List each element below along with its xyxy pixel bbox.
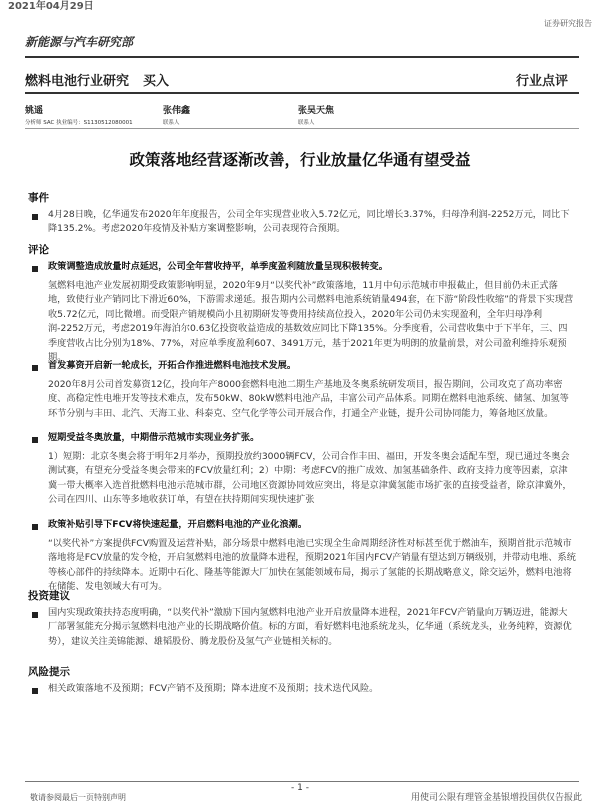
author-block [25, 103, 585, 126]
header-divider [25, 56, 579, 58]
footer-disclaimer: 敬请参阅最后一页特别声明 [30, 793, 126, 802]
point-4-body: “以奖代补”方案提供FCV购置及运营补贴，部分场景中燃料电池已实现全生命周期经济性对标甚至优于燃油车，预期首批示范城市落地将是FCV放量的发令枪，开启氢燃料电池的放量降本进程，预期2021年国内FCV产销量有望达到万辆级别，并带动电堆、系统等核心部件的持续降本。近期中石化、隆基等能源大厂加快在氢能领域布局，揭示了氢能的长期战略意义，除交运外，燃料电池将在储能、发电领域大有可为。 [48, 538, 576, 593]
section-risk-heading: 风险提示 [28, 666, 70, 678]
section-event-heading: 事件 [28, 192, 49, 204]
point-2-body: 2020年8月公司首发募资12亿，投向年产8000套燃料电池二期生产基地及冬奥系统研发项目，报告期间，公司攻克了高功率密度、高稳定性电堆开发等技术难点，发布50kW、80kW燃料电池产品，丰富公司产品体系。同期在燃料电池系统、储氢、加氢等环节分别与丰田、北汽、天海工业、科泰克、空气化学等公司开展合作，打通全产业链，提升公司协同能力，筹备地区放量。 [48, 379, 569, 419]
institute-name: 新能源与汽车研究部 [25, 35, 134, 49]
headline: 政策落地经营逐渐改善，行业放量亿华通有望受益 [129, 150, 471, 169]
author-name: 张吴天焦 [298, 106, 335, 116]
point-1-title: 政策调整造成放量时点延迟，公司全年营收持平，单季度盈利随放量呈现积极转变。 [48, 261, 388, 272]
point-3-body: 1）短期：北京冬奥会将于明年2月举办，预期投放约3000辆FCV，公司合作丰田、福田，开发冬奥会适配车型，现已通过冬奥会测试赛，有望充分受益冬奥会带来的FCV放量红利；2）中期：考虑FCV的推广成效、加氢基础条件、政府支持力度等因素，京津冀一带大概率入选首批燃料电池示范城市群，公司地区资源协同效应突出，将是京津冀氢能市场扩张的直接受益者，除京津冀外，公司在四川、山东等多地收获订单，有望在扶持期间实现快速扩张 [48, 451, 572, 506]
page-number: - 1 - [291, 783, 309, 793]
report-date: 2021年04月29日 [8, 1, 94, 12]
point-3-title: 短期受益冬奥放量，中期借示范城市实现业务扩张。 [48, 432, 260, 443]
author-entry [163, 103, 190, 126]
bullet-square-icon [32, 437, 38, 443]
rating-badge: 买入 [143, 74, 170, 89]
bullet-square-icon [32, 214, 38, 220]
author-info: 联系人 [298, 120, 315, 126]
author-name: 姚遥 [25, 106, 44, 116]
author-name: 张伟鑫 [163, 106, 191, 116]
event-text: 4月28日晚，亿华通发布2020年年度报告，公司全年实现营业收入5.72亿元，同比增长3.37%，归母净利润-2252万元，同比下降135.2%。考虑2020年疫情及补贴方案调整影响，公司表现符合预期。 [48, 209, 570, 235]
section-advice-heading: 投资建议 [28, 590, 70, 602]
advice-text: 国内实现政策扶持态度明确，“以奖代补”激励下国内氢燃料电池产业开启放量降本进程，2021年FCV产销量向万辆迈进，能源大厂部署氢能充分揭示氢燃料电池产业的长期战略价值。标的方面，看好燃料电池系统龙头，亿华通（系统龙头，业务纯粹，资源优势），建议关注美锦能源、雄韬股份、腾龙股份及氢气产业链相关标的。 [48, 607, 572, 647]
author-entry [298, 103, 334, 126]
bullet-square-icon [32, 365, 38, 371]
footer-watermark: 用使司公限有理管金基银增投国供仅告报此 [410, 793, 582, 803]
author-info: 分析师 SAC 执业编号：S1130512080001 [25, 120, 133, 126]
title-divider [25, 92, 579, 94]
section-comment-heading: 评论 [28, 244, 49, 256]
author-entry [25, 103, 133, 126]
bullet-square-icon [32, 688, 38, 694]
point-2-title: 首发募资开启新一轮成长，开拓合作推进燃料电池技术发展。 [48, 360, 297, 371]
author-divider [25, 128, 579, 129]
bullet-square-icon [32, 612, 38, 618]
report-category-label: 证券研究报告 [544, 19, 592, 28]
industry-title: 燃料电池行业研究 [25, 74, 130, 89]
bullet-square-icon [32, 266, 38, 272]
footer-divider [25, 781, 579, 782]
author-info: 联系人 [163, 120, 180, 126]
report-type: 行业点评 [515, 74, 568, 89]
point-1-body: 氢燃料电池产业发展初期受政策影响明显，2020年9月“以奖代补”政策落地，11月中旬示范城市申报截止，但目前仍未正式落地，致使行业产销同比下滑近60%，下游需求递延。报告期内公司燃料电池系统销量494套，在下游“阶段性收缩”的背景下实现营收5.72亿元，同比微增。而受限产销规模尚小且初期研发等费用持续高位投入，2020年公司仍未实现盈利，全年归母净利润-2252万元，考虑2019年海泊尔0.63亿投资收益造成的基数效应同比下降135%。分季度看，公司营收集中于下半年，三、四季度营收占比分别为18%、77%，对应单季度盈利607、3491万元，基于2021年更为明朗的放量前景，对公司盈利维持乐观预期。 [48, 280, 574, 364]
point-4-title: 政策补贴引导下FCV将快速起量，开启燃料电池的产业化浪潮。 [48, 519, 308, 530]
risk-text: 相关政策落地不及预期；FCV产销不及预期；降本进度不及预期；技术迭代风险。 [48, 683, 379, 694]
bullet-square-icon [32, 524, 38, 530]
report-title [25, 70, 169, 89]
